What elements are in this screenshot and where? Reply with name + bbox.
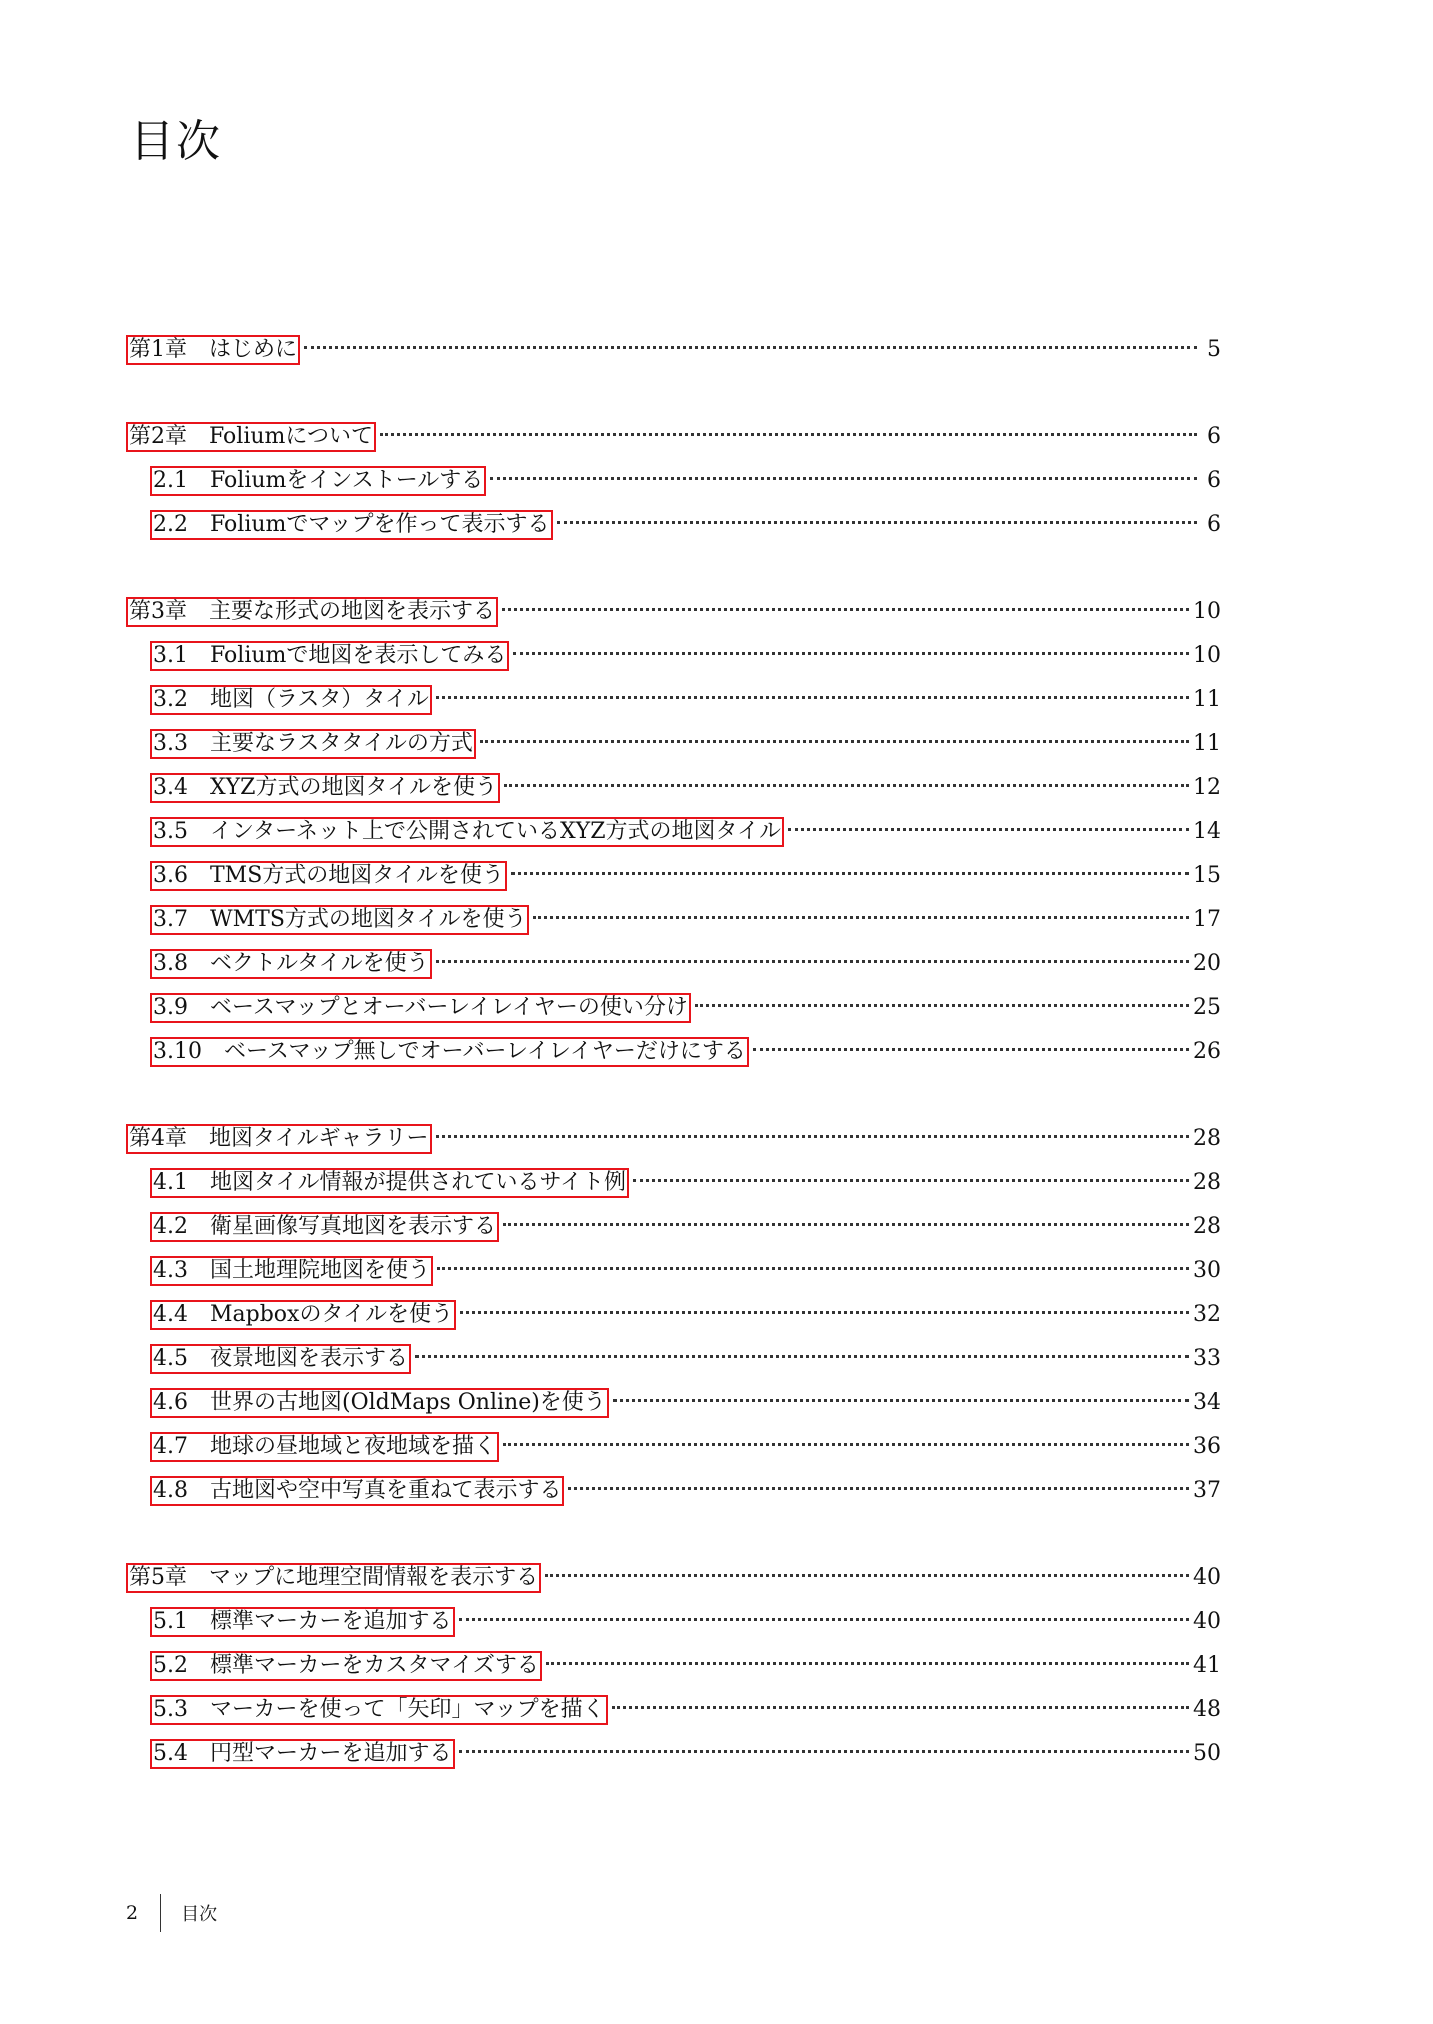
dot-leader <box>502 608 1189 611</box>
toc-section-entry <box>126 1644 1221 1688</box>
chapter-number: 第3章 <box>129 599 187 624</box>
section-title: 標準マーカーを追加する <box>210 1609 452 1634</box>
section-link[interactable] <box>150 1739 455 1769</box>
dot-leader <box>568 1487 1189 1490</box>
section-link[interactable] <box>150 1476 564 1506</box>
footer-label: 目次 <box>181 1904 218 1925</box>
toc-section-entry <box>126 1161 1221 1205</box>
footer-divider <box>160 1894 161 1932</box>
section-title: ベクトルタイルを使う <box>210 951 429 976</box>
chapter-number: 第2章 <box>129 424 187 449</box>
toc-chapter-entry <box>126 328 1221 372</box>
section-title: 地図タイル情報が提供されているサイト例 <box>210 1170 627 1195</box>
section-number: 5.4 <box>153 1741 188 1766</box>
page-number: 10 <box>1193 643 1221 668</box>
page-number: 32 <box>1193 1302 1221 1327</box>
section-number: 3.4 <box>153 775 188 800</box>
section-number: 4.7 <box>153 1434 188 1459</box>
footer-page-number: 2 <box>126 1902 139 1924</box>
section-number: 4.1 <box>153 1170 188 1195</box>
section-number: 4.3 <box>153 1258 188 1283</box>
section-number: 5.2 <box>153 1653 188 1678</box>
section-title: Foliumで地図を表示してみる <box>210 643 507 668</box>
section-title: 地球の昼地域と夜地域を描く <box>210 1434 497 1459</box>
dot-leader <box>557 521 1197 524</box>
section-link[interactable] <box>150 685 432 715</box>
dot-leader <box>436 960 1189 963</box>
section-link[interactable] <box>150 993 691 1023</box>
section-title: 衛星画像写真地図を表示する <box>210 1214 497 1239</box>
section-title: ベースマップ無しでオーバーレイレイヤーだけにする <box>223 1039 746 1064</box>
section-link[interactable] <box>150 510 553 540</box>
section-number: 3.1 <box>153 643 188 668</box>
dot-leader <box>788 828 1189 831</box>
section-number: 4.2 <box>153 1214 188 1239</box>
dot-leader <box>613 1399 1189 1402</box>
section-title: 国土地理院地図を使う <box>210 1258 431 1283</box>
section-link[interactable] <box>150 1344 411 1374</box>
page-number: 6 <box>1207 424 1221 449</box>
toc-section-entry <box>126 1030 1221 1074</box>
chapter-number: 第4章 <box>129 1126 187 1151</box>
section-number: 3.10 <box>153 1039 202 1064</box>
section-link[interactable] <box>150 1168 629 1198</box>
toc-chapter-entry <box>126 1117 1221 1161</box>
chapter-number: 第1章 <box>129 337 187 362</box>
dot-leader <box>436 1135 1189 1138</box>
section-title: 円型マーカーを追加する <box>210 1741 452 1766</box>
page-number: 48 <box>1193 1697 1221 1722</box>
dot-leader <box>415 1355 1189 1358</box>
toc-chapter-entry <box>126 590 1221 634</box>
page-number: 40 <box>1193 1565 1221 1590</box>
section-title: 古地図や空中写真を重ねて表示する <box>210 1478 562 1503</box>
page-number: 14 <box>1193 819 1221 844</box>
chapter-link[interactable] <box>126 1563 541 1593</box>
toc-section-entry <box>126 1425 1221 1469</box>
dot-leader <box>511 872 1189 875</box>
dot-leader <box>480 740 1189 743</box>
page-number: 30 <box>1193 1258 1221 1283</box>
dot-leader <box>633 1179 1189 1182</box>
chapter-link[interactable] <box>126 335 300 365</box>
toc-section-entry <box>126 766 1221 810</box>
toc-chapter-group <box>126 1117 1221 1513</box>
section-number: 2.2 <box>153 512 188 537</box>
section-link[interactable] <box>150 1388 609 1418</box>
dot-leader <box>436 696 1189 699</box>
page-number: 41 <box>1193 1653 1221 1678</box>
dot-leader <box>459 1618 1189 1621</box>
dot-leader <box>490 477 1197 480</box>
page-number: 10 <box>1193 599 1221 624</box>
dot-leader <box>546 1662 1189 1665</box>
page-number: 25 <box>1193 995 1221 1020</box>
section-link[interactable] <box>150 1651 542 1681</box>
toc-chapter-group <box>126 590 1221 1074</box>
chapter-title: 地図タイルギャラリー <box>209 1126 429 1151</box>
toc-section-entry <box>126 503 1221 547</box>
toc-section-entry <box>126 986 1221 1030</box>
section-number: 2.1 <box>153 468 188 493</box>
toc-section-entry <box>126 1381 1221 1425</box>
section-link[interactable] <box>150 773 500 803</box>
dot-leader <box>304 346 1197 349</box>
toc-section-entry <box>126 854 1221 898</box>
section-title: Mapboxのタイルを使う <box>210 1302 454 1327</box>
page-number: 50 <box>1193 1741 1221 1766</box>
page-number: 28 <box>1193 1214 1221 1239</box>
dot-leader <box>695 1004 1189 1007</box>
page-number: 28 <box>1193 1170 1221 1195</box>
section-title: Foliumをインストールする <box>210 468 484 493</box>
section-link[interactable] <box>150 1256 433 1286</box>
section-number: 4.4 <box>153 1302 188 1327</box>
dot-leader <box>612 1706 1189 1709</box>
section-title: TMS方式の地図タイルを使う <box>210 863 504 888</box>
section-title: 標準マーカーをカスタマイズする <box>210 1653 539 1678</box>
toc-chapter-group <box>126 415 1221 547</box>
section-link[interactable] <box>150 861 507 891</box>
section-link[interactable] <box>150 729 476 759</box>
section-title: 世界の古地図(OldMaps Online)を使う <box>210 1390 606 1415</box>
section-number: 4.5 <box>153 1346 188 1371</box>
dot-leader <box>513 652 1189 655</box>
toc-chapter-entry <box>126 415 1221 459</box>
dot-leader <box>380 433 1197 436</box>
toc-section-entry <box>126 678 1221 722</box>
dot-leader <box>459 1750 1189 1753</box>
toc-section-entry <box>126 1249 1221 1293</box>
section-number: 3.7 <box>153 907 188 932</box>
section-number: 4.6 <box>153 1390 188 1415</box>
section-title: WMTS方式の地図タイルを使う <box>210 907 527 932</box>
section-link[interactable] <box>150 905 529 935</box>
page-number: 12 <box>1193 775 1221 800</box>
chapter-title: はじめに <box>209 337 298 362</box>
section-title: Foliumでマップを作って表示する <box>210 512 550 537</box>
chapter-link[interactable] <box>126 597 498 627</box>
section-link[interactable] <box>150 466 486 496</box>
section-link[interactable] <box>150 817 784 847</box>
section-title: 主要なラスタタイルの方式 <box>210 731 473 756</box>
chapter-number: 第5章 <box>129 1565 187 1590</box>
dot-leader <box>533 916 1189 919</box>
section-link[interactable] <box>150 641 509 671</box>
dot-leader <box>504 784 1189 787</box>
chapter-title: マップに地理空間情報を表示する <box>209 1565 539 1590</box>
dot-leader <box>503 1223 1189 1226</box>
toc-section-entry <box>126 1688 1221 1732</box>
chapter-link[interactable] <box>126 422 376 452</box>
page-number: 11 <box>1193 687 1221 712</box>
section-title: 夜景地図を表示する <box>210 1346 409 1371</box>
page-footer <box>126 1894 217 1932</box>
section-title: ベースマップとオーバーレイレイヤーの使い分け <box>210 995 688 1020</box>
section-number: 3.6 <box>153 863 188 888</box>
section-title: 地図（ラスタ）タイル <box>210 687 429 712</box>
toc-chapter-group <box>126 328 1221 372</box>
toc-section-entry <box>126 459 1221 503</box>
toc-section-entry <box>126 1337 1221 1381</box>
page-number: 6 <box>1207 512 1221 537</box>
toc-chapter-group <box>126 1556 1221 1776</box>
page-number: 26 <box>1193 1039 1221 1064</box>
page-number: 28 <box>1193 1126 1221 1151</box>
section-link[interactable] <box>150 1037 749 1067</box>
page-number: 34 <box>1193 1390 1221 1415</box>
dot-leader <box>545 1574 1189 1577</box>
section-number: 3.3 <box>153 731 188 756</box>
chapter-title: Foliumについて <box>209 424 373 449</box>
section-title: XYZ方式の地図タイルを使う <box>210 775 498 800</box>
page-title: 目次 <box>130 116 222 167</box>
chapter-link[interactable] <box>126 1124 432 1154</box>
toc-section-entry <box>126 722 1221 766</box>
page-number: 5 <box>1207 337 1221 362</box>
page-number: 33 <box>1193 1346 1221 1371</box>
page-number: 17 <box>1193 907 1221 932</box>
section-number: 4.8 <box>153 1478 188 1503</box>
section-link[interactable] <box>150 949 432 979</box>
page-number: 20 <box>1193 951 1221 976</box>
section-link[interactable] <box>150 1300 456 1330</box>
section-link[interactable] <box>150 1432 499 1462</box>
page-number: 36 <box>1193 1434 1221 1459</box>
toc-section-entry <box>126 1600 1221 1644</box>
dot-leader <box>753 1048 1189 1051</box>
section-title: インターネット上で公開されているXYZ方式の地図タイル <box>210 819 782 844</box>
toc-chapter-entry <box>126 1556 1221 1600</box>
page-number: 37 <box>1193 1478 1221 1503</box>
section-number: 5.3 <box>153 1697 188 1722</box>
dot-leader <box>437 1267 1189 1270</box>
section-link[interactable] <box>150 1607 455 1637</box>
section-number: 5.1 <box>153 1609 188 1634</box>
table-of-contents <box>126 328 1221 1819</box>
section-link[interactable] <box>150 1695 608 1725</box>
section-number: 3.5 <box>153 819 188 844</box>
toc-section-entry <box>126 942 1221 986</box>
page-number: 15 <box>1193 863 1221 888</box>
page-number: 40 <box>1193 1609 1221 1634</box>
section-title: マーカーを使って「矢印」マップを描く <box>210 1697 605 1722</box>
toc-section-entry <box>126 1293 1221 1337</box>
section-link[interactable] <box>150 1212 499 1242</box>
toc-section-entry <box>126 634 1221 678</box>
dot-leader <box>503 1443 1189 1446</box>
toc-section-entry <box>126 1469 1221 1513</box>
toc-section-entry <box>126 898 1221 942</box>
dot-leader <box>460 1311 1189 1314</box>
page-number: 6 <box>1207 468 1221 493</box>
toc-section-entry <box>126 810 1221 854</box>
section-number: 3.2 <box>153 687 188 712</box>
chapter-title: 主要な形式の地図を表示する <box>209 599 496 624</box>
toc-section-entry <box>126 1205 1221 1249</box>
toc-section-entry <box>126 1732 1221 1776</box>
page-number: 11 <box>1193 731 1221 756</box>
section-number: 3.8 <box>153 951 188 976</box>
section-number: 3.9 <box>153 995 188 1020</box>
